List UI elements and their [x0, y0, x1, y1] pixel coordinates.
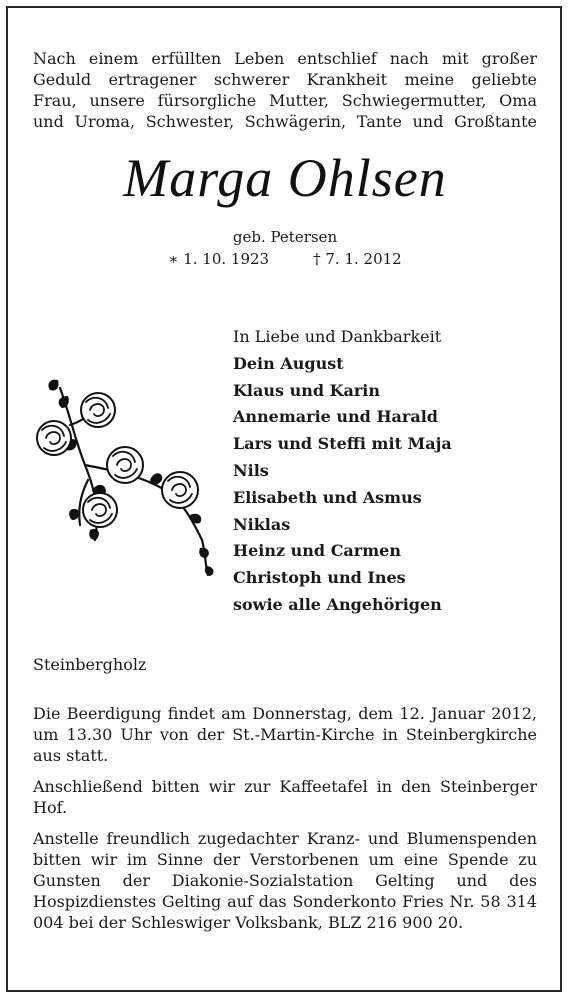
death-date: † 7. 1. 2012 — [313, 250, 402, 268]
mourners-list — [233, 324, 543, 619]
mourners-intro: In Liebe und Dankbarkeit — [233, 327, 442, 346]
deceased-name: Marga Ohlsen — [123, 148, 447, 208]
coffee-paragraph: Anschließend bitten wir zur Kaffeetafel in den Steinberger Hof. — [33, 777, 537, 817]
birth-date: ∗ 1. 10. 1923 — [168, 250, 270, 268]
intro-line: Geduld ertragener schwerer Krankheit meine geliebte — [33, 70, 537, 89]
mourner-name: Niklas — [233, 514, 291, 534]
life-dates — [0, 250, 570, 268]
mourner-name: Dein August — [233, 353, 344, 373]
mourner-name: Annemarie und Harald — [233, 407, 438, 427]
donation-paragraph: Anstelle freundlich zugedachter Kranz- und Blumenspenden bitten wir im Sinne der Verstorbenen um eine Spende zu Gunsten der Diakonie-Sozialstation Gelting und des Hospizdienstes Gelting auf das Sonderkonto Fries Nr. 58 314 004 bei der Schleswiger Volksbank, BLZ 216 900 20. — [33, 829, 537, 932]
mourner-name: Nils — [233, 460, 269, 480]
rose-branch-icon — [30, 370, 220, 580]
mourner-name: Christoph und Ines — [233, 568, 406, 588]
mourner-name: Heinz und Carmen — [233, 541, 401, 561]
mourner-name: sowie alle Angehörigen — [233, 594, 442, 614]
intro-line: und Uroma, Schwester, Schwägerin, Tante und Großtante — [33, 112, 537, 131]
mourner-name: Elisabeth und Asmus — [233, 487, 422, 507]
place-name: Steinbergholz — [33, 655, 147, 674]
intro-line: Frau, unsere fürsorgliche Mutter, Schwiegermutter, Oma — [33, 91, 537, 110]
maiden-name: geb. Petersen — [232, 228, 338, 246]
mourner-name: Lars und Steffi mit Maja — [233, 434, 452, 454]
intro-line: Nach einem erfüllten Leben entschlief nach mit großer — [33, 49, 537, 68]
funeral-paragraph: Die Beerdigung findet am Donnerstag, dem 12. Januar 2012, um 13.30 Uhr von der St.-Martin-Kirche in Steinbergkirche aus statt. — [33, 704, 537, 765]
mourner-name: Klaus und Karin — [233, 380, 380, 400]
intro-text — [33, 48, 537, 132]
